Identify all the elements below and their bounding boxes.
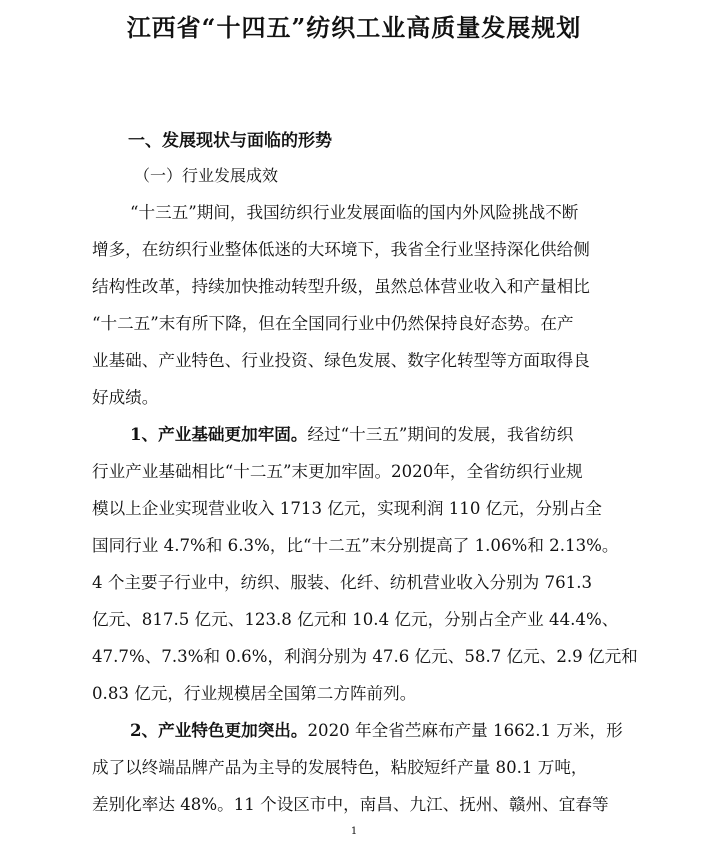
document-title: 江西省“十四五”纺织工业高质量发展规划 <box>126 13 582 42</box>
paragraph-line: 结构性改革，持续加快推动转型升级，虽然总体营业收入和产量相比 <box>92 277 590 296</box>
paragraph-line: 国同行业 4.7%和 6.3%，比“十二五”末分别提高了 1.06%和 2.13%。 <box>92 536 619 555</box>
paragraph-line: 成了以终端品牌产品为主导的发展特色，粘胶短纤产量 80.1 万吨， <box>92 758 588 777</box>
section-heading: 一、发展现状与面临的形势 <box>128 131 332 151</box>
paragraph-line: 模以上企业实现营业收入 1713 亿元，实现利润 110 亿元，分别占全 <box>92 499 602 518</box>
paragraph-line: “十二五”末有所下降，但在全国同行业中仍然保持良好态势。在产 <box>92 314 574 333</box>
paragraph-lead: 2、产业特色更加突出。 <box>130 720 308 740</box>
subsection-heading: （一）行业发展成效 <box>134 166 279 185</box>
paragraph-line: 差别化率达 48%。11 个设区市中，南昌、九江、抚州、赣州、宜春等 <box>92 795 609 814</box>
paragraph-line: 亿元、817.5 亿元、123.8 亿元和 10.4 亿元，分别占全产业 44.4%、 <box>92 610 619 629</box>
paragraph-line: 业基础、产业特色、行业投资、绿色发展、数字化转型等方面取得良 <box>92 351 590 370</box>
paragraph-line: 47.7%、7.3%和 0.6%，利润分别为 47.6 亿元、58.7 亿元、2.9 亿元和 <box>92 647 638 666</box>
paragraph-text: 2020 年全省苎麻布产量 1662.1 万米，形 <box>307 721 623 740</box>
paragraph-line <box>130 717 623 741</box>
paragraph-line: 增多，在纺织行业整体低迷的大环境下，我省全行业坚持深化供给侧 <box>92 240 590 259</box>
page-number: 1 <box>350 826 358 837</box>
paragraph-lead: 1、产业基础更加牢固。 <box>130 424 308 444</box>
paragraph-line <box>130 421 573 445</box>
paragraph-line: 好成绩。 <box>92 388 159 407</box>
paragraph-line: 4 个主要子行业中，纺织、服装、化纤、纺机营业收入分别为 761.3 <box>92 573 593 592</box>
paragraph-text: 经过“十三五”期间的发展，我省纺织 <box>307 425 574 444</box>
paragraph-line: “十三五”期间，我国纺织行业发展面临的国内外风险挑战不断 <box>130 203 579 222</box>
paragraph-line: 0.83 亿元，行业规模居全国第二方阵前列。 <box>92 684 417 703</box>
paragraph-line: 行业产业基础相比“十二五”末更加牢固。2020年，全省纺织行业规 <box>92 462 583 481</box>
